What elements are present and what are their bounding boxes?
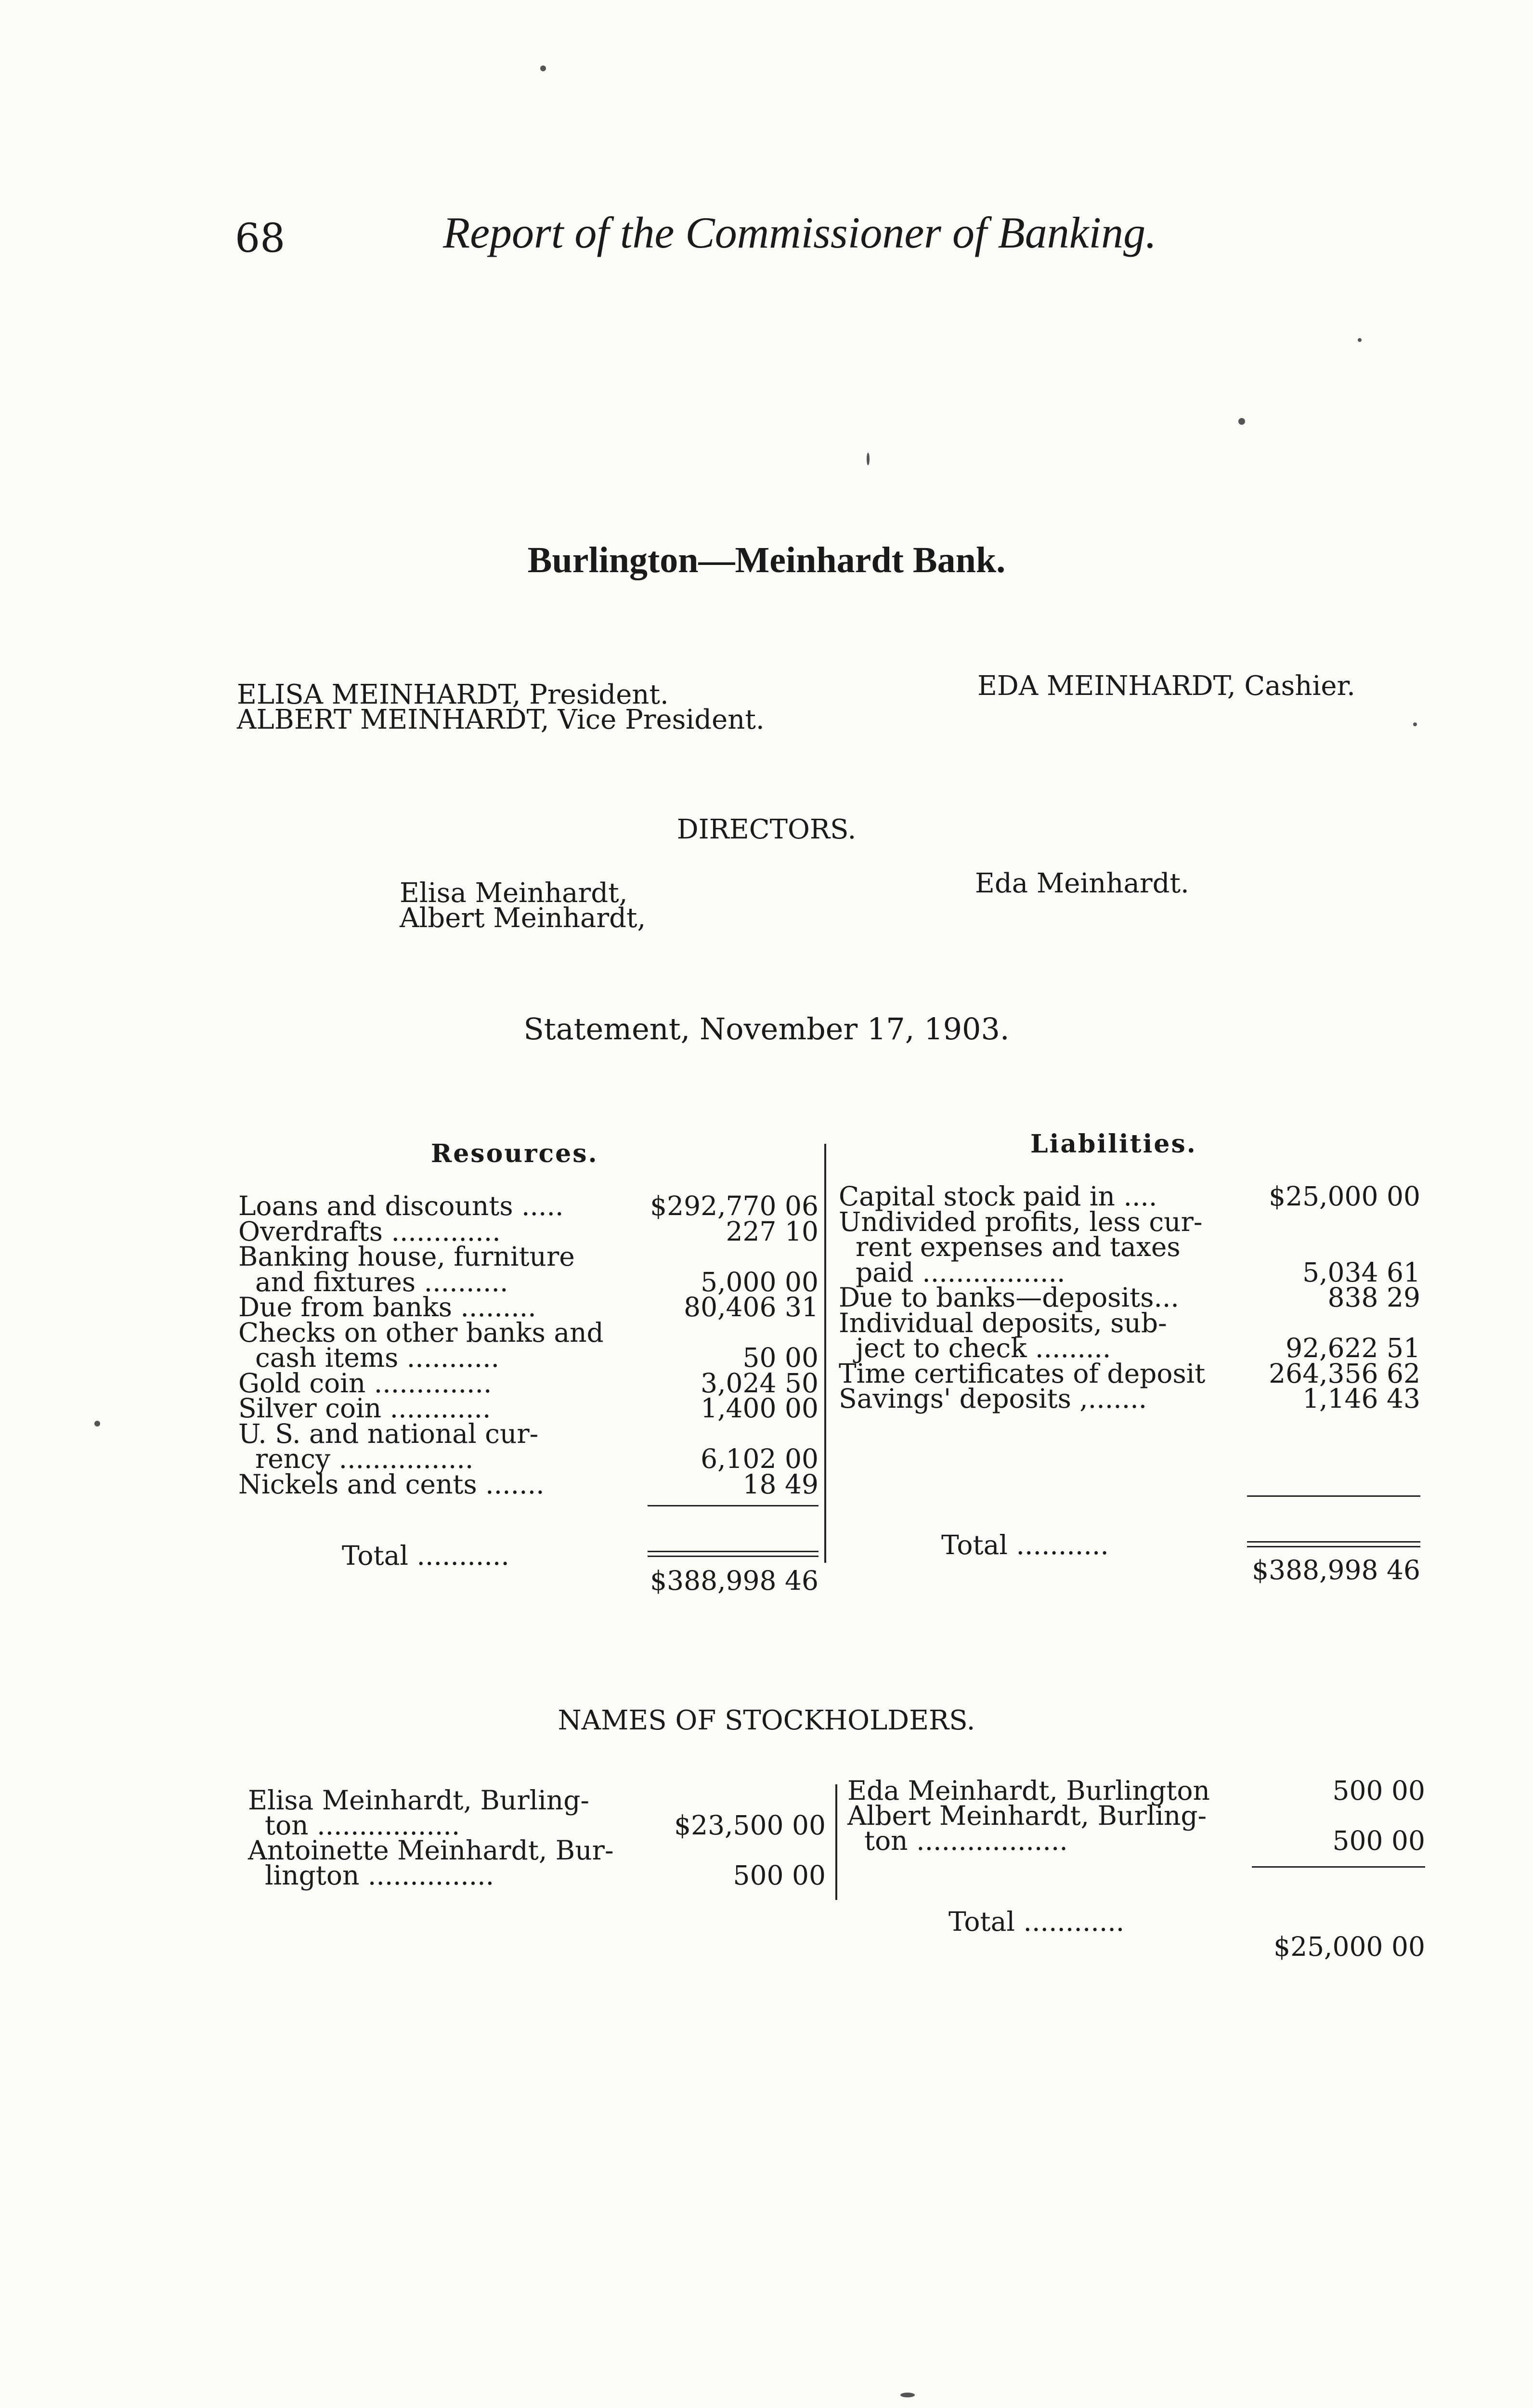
ledger-row [847,1825,1425,1856]
ledger-amount: $25,000 00 [1269,1181,1420,1212]
ledger-amount: 3,024 50 [701,1367,818,1399]
ledger-label: Albert Meinhardt, Burling- [847,1800,1207,1831]
ledger-label: Savings' deposits ,....... [839,1383,1147,1414]
ledger-amount: 18 49 [742,1468,818,1500]
ledger-amount: 500 00 [1332,1825,1425,1856]
ledger-row [238,1317,818,1348]
ledger-row [839,1383,1420,1414]
ledger-label: rent expenses and taxes [839,1231,1181,1262]
ledger-amount: 227 10 [726,1216,818,1247]
ledger-row [238,1342,818,1373]
ledger-label: Due from banks ......... [238,1292,536,1322]
stockholders-total-label: Total ............ [948,1906,1125,1937]
resources-double-rule [648,1556,818,1557]
ledger-row [238,1191,818,1221]
resources-total-label: Total ........... [342,1540,509,1571]
ledger-amount: 92,622 51 [1286,1333,1420,1363]
running-title: Report of the Commissioner of Banking. [443,208,1157,257]
ledger-row [238,1216,818,1247]
ledger-amount: 838 29 [1327,1282,1420,1313]
ledger-row [839,1358,1420,1389]
ledger-row [847,1800,1425,1831]
ledger-row [839,1307,1420,1338]
vice-president-line: ALBERT MEINHARDT, Vice President. [237,704,765,735]
ledger-amount: 5,000 00 [701,1266,818,1297]
liabilities-double-rule [1247,1546,1420,1547]
ledger-row [238,1468,818,1500]
liabilities-heading: Liabilities. [1030,1129,1197,1159]
bank-title: Burlington—Meinhardt Bank. [527,540,1006,580]
ledger-label: Eda Meinhardt, Burlington [847,1775,1210,1806]
ledger-amount: $292,770 06 [650,1191,818,1221]
ledger-amount: 500 00 [1332,1775,1425,1806]
ledger-amount: 1,146 43 [1302,1383,1420,1414]
stockholders-total-rule [1252,1866,1425,1868]
liabilities-total-row [941,1507,1420,1585]
ledger-row [839,1181,1420,1212]
ledger-row [238,1292,818,1322]
ledger-row [839,1335,1420,1361]
cashier-line: EDA MEINHARDT, Cashier. [977,670,1355,702]
ledger-label: Nickels and cents ....... [238,1468,545,1500]
ledger-amount: 500 00 [733,1860,826,1891]
stockholders-total-amount: $25,000 00 [1273,1931,1425,1962]
ledger-label: Individual deposits, sub- [839,1307,1167,1338]
director-name: Albert Meinhardt, [400,903,646,934]
ledger-row [238,1393,818,1424]
ledger-row [248,1810,826,1841]
ledger-label: ject to check ......... [839,1333,1111,1363]
ledger-label: Due to banks—deposits... [839,1282,1179,1313]
ledger-label: Checks on other banks and [238,1317,604,1348]
ledger-amount: 6,102 00 [701,1443,818,1474]
ledger-row [248,1860,826,1891]
ledger-amount: 50 00 [742,1342,818,1373]
director-name: Eda Meinhardt. [975,868,1189,899]
ledger-label: ton .................. [847,1825,1068,1856]
ledger-label: U. S. and national cur- [238,1418,539,1449]
ledger-label: Loans and discounts ..... [238,1191,564,1221]
liabilities-total-amount: $388,998 46 [1252,1555,1420,1585]
ledger-row [238,1367,818,1399]
ledger-amount: 1,400 00 [701,1393,818,1424]
ledger-label: Gold coin .............. [238,1367,492,1399]
ledger-row [238,1266,818,1297]
ledger-row [238,1418,818,1449]
ledger-row [847,1775,1425,1806]
ledger-label: lington ............... [248,1860,494,1891]
ledger-row [248,1835,826,1866]
ledger-row [839,1231,1420,1262]
statement-date: Statement, November 17, 1903. [523,1011,1010,1047]
ledger-amount: 5,034 61 [1302,1256,1420,1288]
resources-heading: Resources. [431,1139,598,1168]
ledger-label: paid ................. [839,1256,1065,1288]
ledger-row [839,1282,1420,1313]
ledger-label: Banking house, furniture [238,1241,575,1272]
ledger-label: rency ................ [238,1443,474,1474]
liabilities-double-rule [1247,1541,1420,1543]
ledger-row [839,1256,1420,1288]
resources-total-row [342,1518,818,1596]
resources-total-amount: $388,998 46 [650,1565,818,1596]
ledger-label: Silver coin ............ [238,1393,491,1424]
liabilities-total-rule [1247,1495,1420,1497]
ledger-amount: 264,356 62 [1269,1358,1420,1389]
ledger-label: Elisa Meinhardt, Burling- [248,1785,590,1816]
ledger-amount: 80,406 31 [684,1292,818,1322]
resources-double-rule [648,1551,818,1552]
ledger-amount: $23,500 00 [674,1810,826,1841]
ledger-row [248,1785,826,1816]
ledger-label: Undivided profits, less cur- [839,1206,1203,1237]
ledger-row [238,1241,818,1272]
ledger-label: Overdrafts ............. [238,1216,501,1247]
ledger-label: Time certificates of deposit [839,1358,1206,1389]
directors-heading: DIRECTORS. [676,814,857,845]
ledger-label: cash items ........... [238,1342,500,1373]
ledger-row [839,1206,1420,1237]
page-number: 68 [235,216,286,262]
ledger-label: and fixtures .......... [238,1266,508,1297]
resources-total-rule [648,1505,818,1506]
ledger-label: ton ................. [248,1810,460,1841]
column-divider [824,1144,826,1563]
ledger-row [238,1443,818,1474]
stockholders-heading: NAMES OF STOCKHOLDERS. [558,1705,975,1736]
liabilities-total-label: Total ........... [941,1530,1109,1560]
director-name: Elisa Meinhardt, [400,877,628,909]
president-line: ELISA MEINHARDT, President. [237,679,669,710]
stockholders-total-row [948,1884,1425,1962]
ledger-label: Capital stock paid in .... [839,1181,1157,1212]
ledger-label: Antoinette Meinhardt, Bur- [248,1835,614,1866]
stockholders-divider [835,1784,837,1900]
